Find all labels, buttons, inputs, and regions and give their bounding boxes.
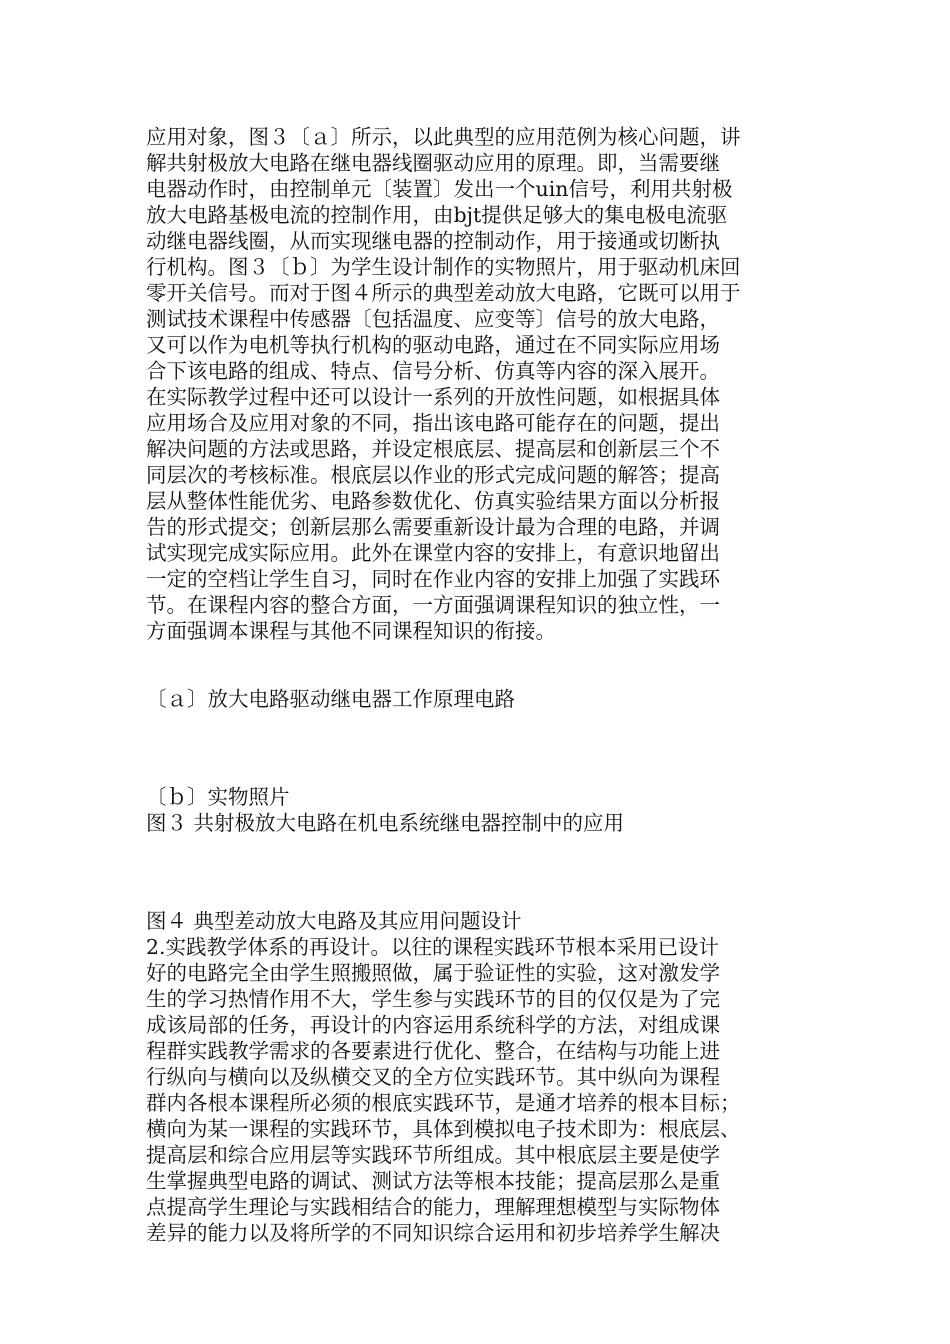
text-line: 在实际教学过程中还可以设计一系列的开放性问题，如根据具体: [146, 385, 720, 409]
text-line: 横向为某一课程的实践环节，具体到模拟电子技术即为：根底层、: [146, 1117, 741, 1141]
text-line: 电器动作时，由控制单元〔装置〕发出一个uin信号，利用共射极: [146, 177, 733, 201]
text-line: 层从整体性能优劣、电路参数优化、仿真实验结果方面以分析报: [146, 489, 720, 513]
text-line: 解共射极放大电路在继电器线圈驱动应用的原理。即，当需要继: [146, 151, 720, 175]
text-line: 节。在课程内容的整合方面，一方面强调课程知识的独立性，一: [146, 593, 720, 617]
text-line: 差异的能力以及将所学的不同知识综合运用和初步培养学生解决: [146, 1221, 720, 1245]
text-line: 群内各根本课程所必须的根底实践环节，是通才培养的根本目标；: [146, 1091, 741, 1115]
text-line: 同层次的考核标准。根底层以作业的形式完成问题的解答；提高: [146, 463, 720, 487]
text-line: 应用对象，图３〔ａ〕所示，以此典型的应用范例为核心问题，讲: [146, 125, 741, 149]
text-line: 放大电路基极电流的控制作用，由bjt提供足够大的集电极电流驱: [146, 203, 728, 227]
text-line: 行纵向与横向以及纵横交叉的全方位实践环节。其中纵向为课程: [146, 1065, 720, 1089]
text-line: 应用场合及应用对象的不同，指出该电路可能存在的问题，提出: [146, 411, 720, 435]
text-line: 行机构。图３〔ｂ〕为学生设计制作的实物照片，用于驱动机床回: [146, 255, 741, 279]
text-line: 成该局部的任务，再设计的内容运用系统科学的方法，对组成课: [146, 1013, 720, 1037]
text-line: 试实现完成实际应用。此外在课堂内容的安排上，有意识地留出: [146, 541, 720, 565]
figure-4-caption: 图４ 典型差动放大电路及其应用问题设计: [146, 909, 522, 933]
figure-3-caption: 图３ 共射极放大电路在机电系统继电器控制中的应用: [146, 811, 625, 835]
text-line: 又可以作为电机等执行机构的驱动电路，通过在不同实际应用场: [146, 333, 720, 357]
text-line: 提高层和综合应用层等实践环节所组成。其中根底层主要是使学: [146, 1143, 720, 1167]
text-line: 生的学习热情作用不大，学生参与实践环节的目的仅仅是为了完: [146, 987, 720, 1011]
text-line: 点提高学生理论与实践相结合的能力，理解理想模型与实际物体: [146, 1195, 720, 1219]
figure-3a-caption: 〔ａ〕放大电路驱动继电器工作原理电路: [146, 687, 515, 711]
text-line: 告的形式提交；创新层那么需要重新设计最为合理的电路，并调: [146, 515, 720, 539]
text-line: 解决问题的方法或思路，并设定根底层、提高层和创新层三个不: [146, 437, 720, 461]
text-line: 动继电器线圈，从而实现继电器的控制动作，用于接通或切断执: [146, 229, 720, 253]
figure-3b-caption: 〔ｂ〕实物照片: [146, 785, 290, 809]
text-line: 零开关信号。而对于图４所示的典型差动放大电路，它既可以用于: [146, 281, 741, 305]
text-line: 方面强调本课程与其他不同课程知识的衔接。: [146, 619, 556, 643]
text-line: 测试技术课程中传感器〔包括温度、应变等〕信号的放大电路，: [146, 307, 720, 331]
text-line: 一定的空档让学生自习，同时在作业内容的安排上加强了实践环: [146, 567, 720, 591]
text-line: 程群实践教学需求的各要素进行优化、整合，在结构与功能上进: [146, 1039, 720, 1063]
text-line: 生掌握典型电路的调试、测试方法等根本技能；提高层那么是重: [146, 1169, 720, 1193]
text-line: 好的电路完全由学生照搬照做，属于验证性的实验，这对激发学: [146, 961, 720, 985]
text-line: 2.实践教学体系的再设计。以往的课程实践环节根本采用已设计: [146, 935, 720, 959]
text-line: 合下该电路的组成、特点、信号分析、仿真等内容的深入展开。: [146, 359, 720, 383]
